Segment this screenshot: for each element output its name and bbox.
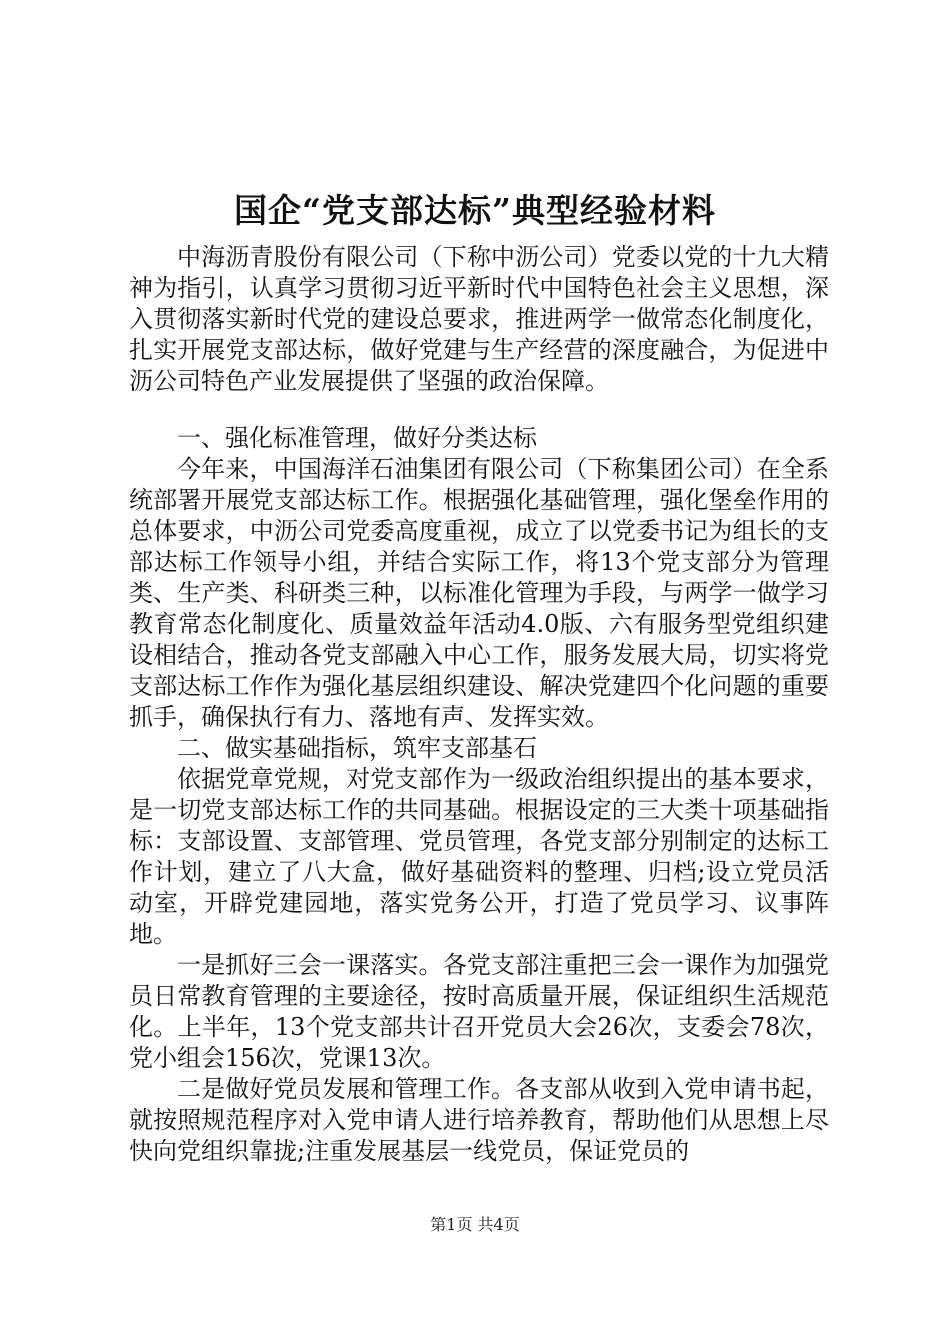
intro-paragraph: 中海沥青股份有限公司（下称中沥公司）党委以党的十九大精神为指引，认真学习贯彻习近平新时代中国特色社会主义思想，深入贯彻落实新时代党的建设总要求，推进两学一做常态化制度化，扎实开展党支部达标，做好党建与生产经营的深度融合，为促进中沥公司特色产业发展提供了坚强的政治保障。 xyxy=(129,243,829,395)
document-title: 国企“党支部达标”典型经验材料 xyxy=(234,191,716,230)
paragraph-spacer xyxy=(129,397,829,423)
section-2-paragraph-3: 二是做好党员发展和管理工作。各支部从收到入党申请书起，就按照规范程序对入党申请人进行培养教育，帮助他们从思想上尽快向党组织靠拢;注重发展基层一线党员，保证党员的 xyxy=(129,1075,829,1165)
section-1-heading: 一、强化标准管理，做好分类达标 xyxy=(177,424,537,452)
document-body xyxy=(129,242,829,1167)
section-2-heading: 二、做实基础指标，筑牢支部基石 xyxy=(177,734,537,762)
page-footer: 第1页 共4页 xyxy=(430,1215,520,1234)
section-2-paragraph-2: 一是抓好三会一课落实。各党支部注重把三会一课作为加强党员日常教育管理的主要途径，按时高质量开展，保证组织生活规范化。上半年，13个党支部共计召开党员大会26次，支委会78次，党小组会156次，党课13次。 xyxy=(129,951,829,1072)
section-1-paragraph-1: 今年来，中国海洋石油集团有限公司（下称集团公司）在全系统部署开展党支部达标工作。根据强化基础管理，强化堡垒作用的总体要求，中沥公司党委高度重视，成立了以党委书记为组长的支部达标工作领导小组，并结合实际工作，将13个党支部分为管理类、生产类、科研类三种，以标准化管理为手段，与两学一做学习教育常态化制度化、质量效益年活动4.0版、六有服务型党组织建设相结合，推动各党支部融入中心工作，服务发展大局，切实将党支部达标工作作为强化基层组织建设、解决党建四个化问题的重要抓手，确保执行有力、落地有声、发挥实效。 xyxy=(129,455,829,731)
section-2-paragraph-1: 依据党章党规，对党支部作为一级政治组织提出的基本要求，是一切党支部达标工作的共同基础。根据设定的三大类十项基础指标：支部设置、支部管理、党员管理，各党支部分别制定的达标工作计划，建立了八大盒，做好基础资料的整理、归档;设立党员活动室，开辟党建园地，落实党务公开，打造了党员学习、议事阵地。 xyxy=(129,765,829,948)
